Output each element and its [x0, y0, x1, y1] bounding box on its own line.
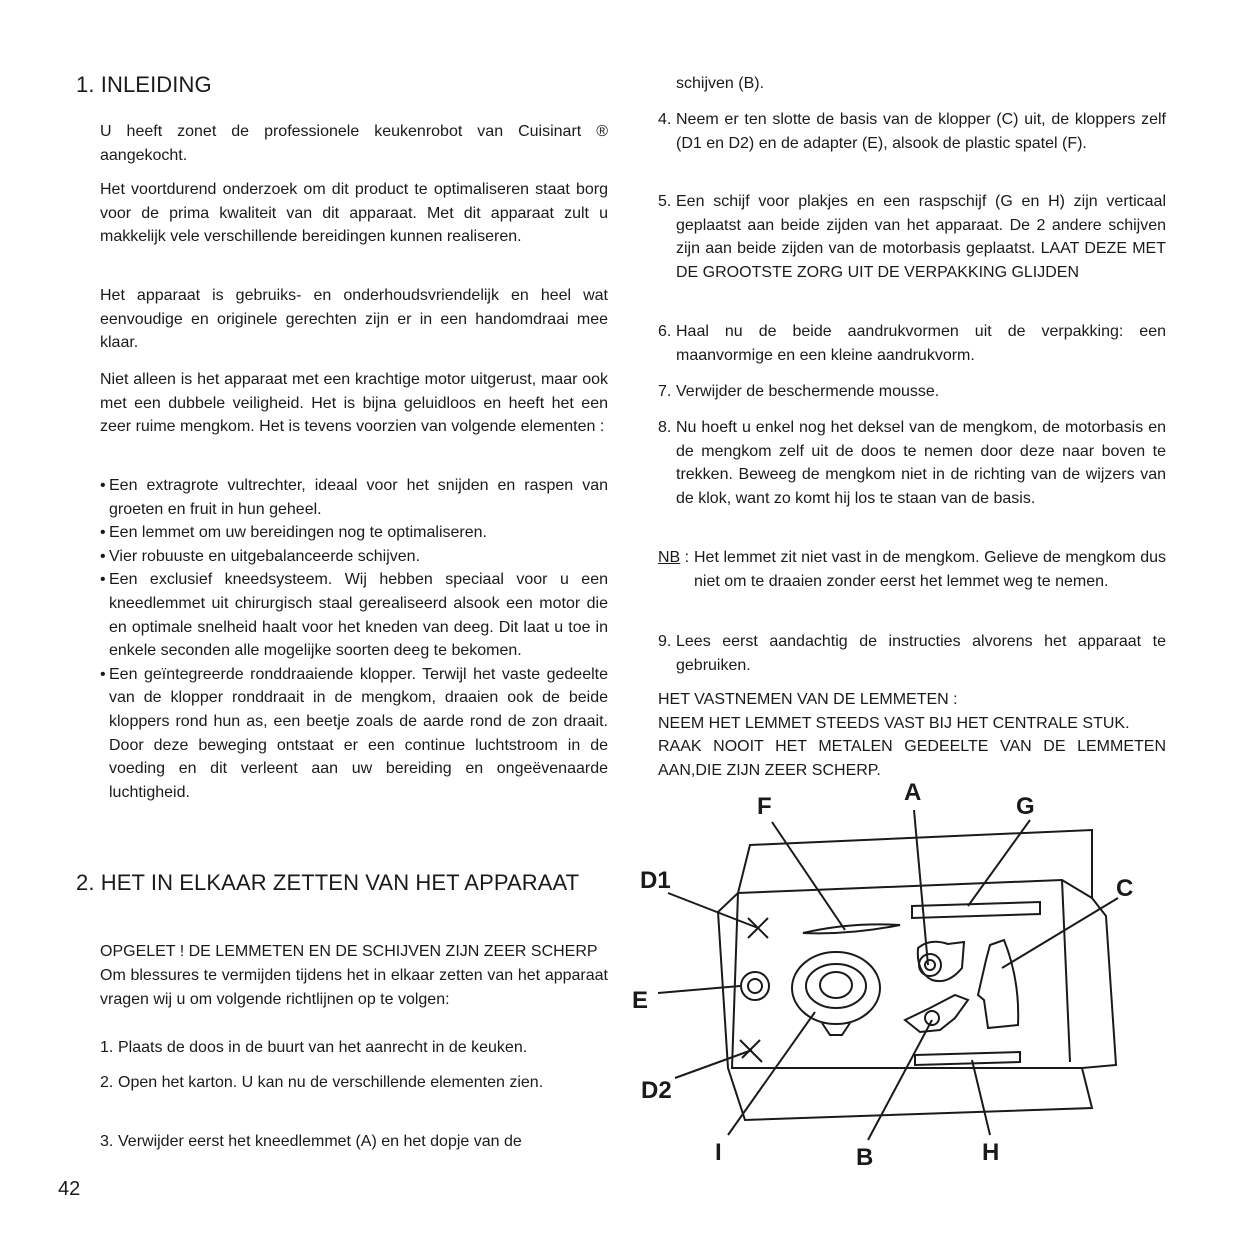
step-text: Verwijder eerst het kneedlemmet (A) en het dopje van de [118, 1133, 522, 1150]
leader-line-h [972, 1060, 990, 1135]
label-c: C [1116, 875, 1134, 902]
bowl-middle [806, 964, 866, 1008]
warning-line: NEEM HET LEMMET STEEDS VAST BIJ HET CENTRALE STUK. [658, 714, 1130, 732]
step-text: Een schijf voor plakjes en een raspschijf (G en H) zijn verticaal geplaatst aan beide zijden van het apparaat. De 2 andere schijven zijn aan beide zijden van de motorbasis geplaatst. LAAT DEZE MET DE GROOTSTE ZORG UIT DE VERPAKKING GLIJDEN [676, 193, 1166, 281]
warning-line: HET VASTNEMEN VAN DE LEMMETEN : [658, 691, 958, 708]
step-item [100, 1071, 608, 1095]
kneading-blade-hub [919, 954, 941, 976]
page-number: 42 [58, 1178, 81, 1200]
leader-line-d1 [668, 893, 758, 928]
label-d1: D1 [640, 867, 671, 894]
step-item [100, 1130, 608, 1154]
list-item: • Een exclusief kneedsysteem. Wij hebben speciaal voor u een kneedlemmet uit chirurgisch staal gerealiseerd alsook een motor die en optimale snelheid haalt voor het kneden van deeg. Dit laat u toe in enkele seconden alle mogelijke soorten deeg te bekomen. [100, 568, 608, 662]
step-text: Lees eerst aandachtig de instructies alvorens het apparaat te gebruiken. [676, 633, 1166, 674]
step-item [100, 1036, 608, 1060]
step-number: 1. [100, 1039, 114, 1056]
label-b: B [856, 1144, 874, 1171]
label-e: E [632, 987, 649, 1014]
list-item: • Een geïntegreerde ronddraaiende klopper. Terwijl het vaste gedeelte van de klopper ronddraait in de mengkom, draaien ook de beide kloppers rond hun as, een beetje zoals de aarde rond de zon draait. Door deze beweging ontstaat er een continue luchtstroom in de voeding en dit verleent aan uw bereiding en ongeëvenaarde luchtigheid. [100, 663, 608, 805]
leader-line-e [658, 986, 740, 993]
whisk-base [978, 940, 1018, 1028]
intro-paragraph: Niet alleen is het apparaat met een krachtige motor uitgerust, maar ook met een dubbele veiligheid. Het is bijna geluidloos en heeft het een zeer ruime mengkom. Het is tevens voorzien van volgende elementen : [100, 371, 608, 436]
label-d2: D2 [641, 1077, 672, 1104]
step-text: Nu hoeft u enkel nog het deksel van de mengkom, de motorbasis en de mengkom zelf uit de doos te nemen door deze naar boven te trekken. Beweeg de mengkom niet in de richting van de wijzers van de klok, want zo komt hij los te staan van de basis. [676, 419, 1166, 507]
label-h: H [982, 1139, 1000, 1166]
section-heading-assembly: 2. HET IN ELKAAR ZETTEN VAN HET APPARAAT [76, 870, 580, 895]
label-g: G [1016, 793, 1035, 820]
step-text: Haal nu de beide aandrukvormen uit de verpakking: een maanvormige en een kleine aandrukvorm. [676, 323, 1166, 364]
list-item: • Een lemmet om uw bereidingen nog te optimaliseren. [100, 521, 608, 545]
nb-note [658, 546, 1166, 593]
step-number: 7. [658, 383, 672, 400]
leader-line-d2 [675, 1050, 752, 1078]
leader-line-f [772, 822, 845, 930]
intro-paragraph: U heeft zonet de professionele keukenrobot van Cuisinart ® aangekocht. [100, 123, 608, 164]
step-number: 8. [658, 419, 672, 436]
label-f: F [757, 793, 772, 820]
warning-line: RAAK NOOIT HET METALEN GEDEELTE VAN DE LEMMETEN [658, 738, 1166, 756]
warning-line: AAN,DIE ZIJN ZEER SCHERP. [658, 761, 881, 779]
leader-line-i [728, 1012, 815, 1135]
label-i: I [715, 1139, 722, 1166]
list-item: • Een extragrote vultrechter, ideaal voor het snijden en raspen van groeten en fruit in hun geheel. [100, 474, 608, 521]
feature-list [100, 474, 608, 804]
blade-handling-warning [658, 688, 1166, 782]
list-item: • Vier robuuste en uitgebalanceerde schijven. [100, 545, 608, 569]
leader-line-b [868, 1020, 932, 1140]
step-number: 5. [658, 193, 672, 210]
step-item [658, 416, 1166, 510]
warning-caps: OPGELET ! DE LEMMETEN EN DE SCHIJVEN ZIJN ZEER SCHERP [100, 943, 598, 960]
intro-paragraph: Het voortdurend onderzoek om dit product te optimaliseren staat borg voor de prima kwaliteit van dit apparaat. Met dit apparaat zult u makkelijk vele verschillende bereidingen kunnen realiseren. [100, 181, 608, 246]
adapter-inner [748, 979, 762, 993]
label-a: A [904, 779, 922, 806]
leader-line-a [914, 810, 928, 965]
step-number: 4. [658, 111, 672, 128]
step-number: 6. [658, 323, 672, 340]
disc-h [915, 1052, 1020, 1065]
step-item [658, 320, 1166, 367]
nb-label: NB : [658, 549, 690, 566]
step-item [658, 108, 1166, 155]
nb-text: Het lemmet zit niet vast in de mengkom. Gelieve de mengkom dus niet om te draaien zonder eerst het lemmet weg te nemen. [694, 549, 1166, 590]
section-heading-inleiding: 1. INLEIDING [76, 72, 212, 97]
disc-g [912, 902, 1040, 918]
leader-line-c [1002, 898, 1118, 968]
box-outline [718, 830, 1116, 1120]
step-text: Verwijder de beschermende mousse. [676, 383, 940, 400]
continued-text: schijven (B). [676, 75, 765, 92]
adapter-outer [741, 972, 769, 1000]
step-text: Neem er ten slotte de basis van de klopper (C) uit, de kloppers zelf (D1 en D2) en de adapter (E), alsook de plastic spatel (F). [676, 111, 1166, 152]
bowl-inner [820, 972, 852, 998]
kneading-blade-hub-inner [925, 960, 935, 970]
intro-paragraph: Het apparaat is gebruiks- en onderhoudsvriendelijk en heel wat eenvoudige en originele gerechten zijn er in een handomdraai mee klaar. [100, 287, 608, 352]
step-item [658, 380, 1166, 404]
step-text: Open het karton. U kan nu de verschillende elementen zien. [118, 1074, 544, 1091]
step-number: 9. [658, 633, 672, 650]
spatula-shape [803, 924, 900, 933]
step-item [658, 190, 1166, 284]
step-number: 3. [100, 1133, 114, 1150]
warning-text: Om blessures te vermijden tijdens het in elkaar zetten van het apparaat vragen wij u om volgende richtlijnen op te volgen: [100, 967, 608, 1008]
step-item [658, 630, 1166, 677]
disc-cap-center [925, 1011, 939, 1025]
step-number: 2. [100, 1074, 114, 1091]
step-text: Plaats de doos in de buurt van het aanrecht in de keuken. [118, 1039, 528, 1056]
leader-line-g [968, 820, 1030, 906]
packaging-diagram [620, 775, 1180, 1195]
